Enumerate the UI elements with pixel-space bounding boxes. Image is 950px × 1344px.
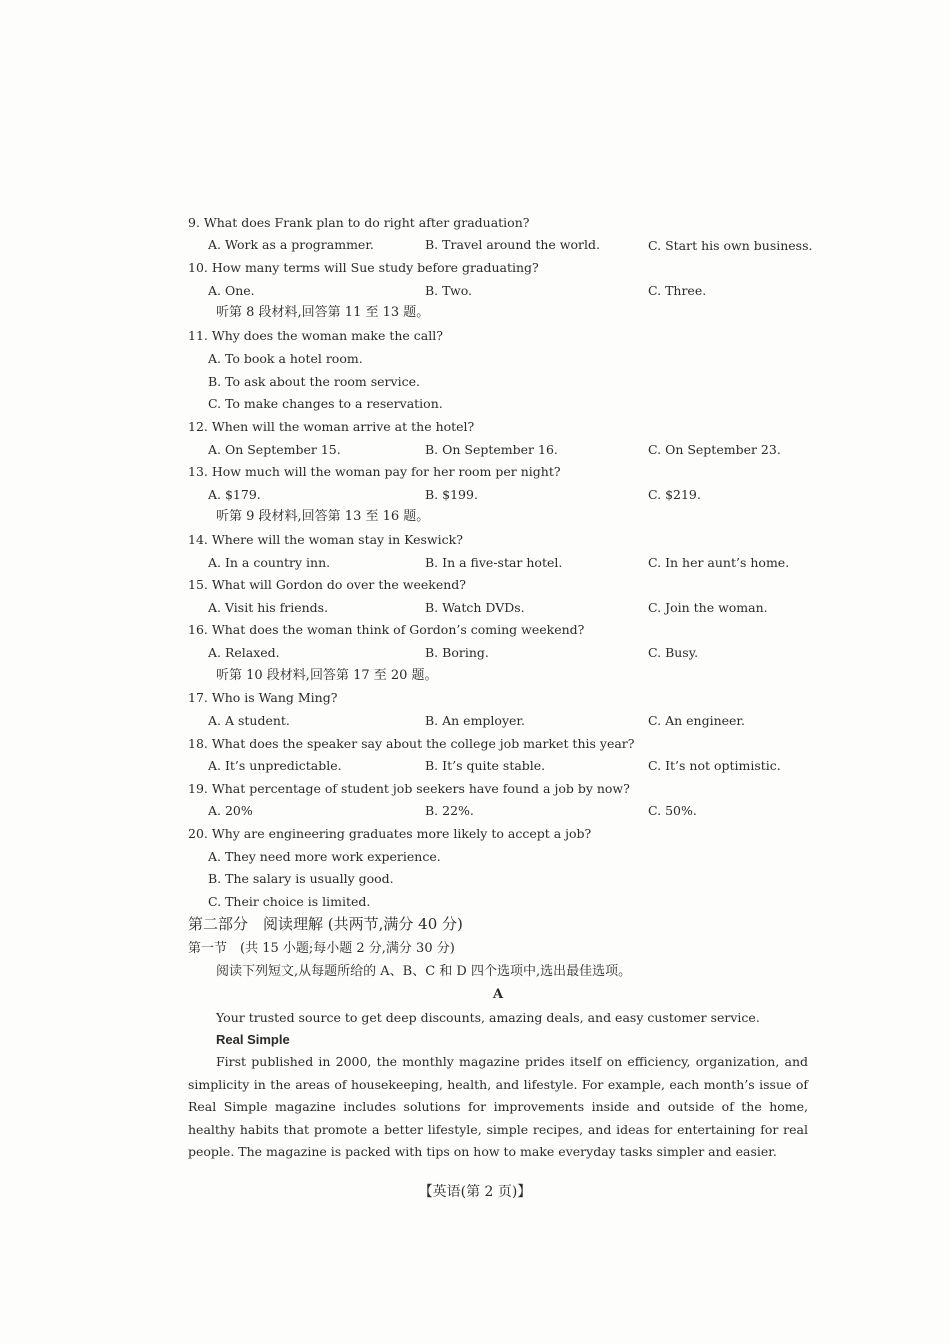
question-20-option-a: A. They need more work experience. — [208, 849, 441, 864]
question-12-option-a: A. On September 15. — [208, 442, 341, 457]
section-note-10: 听第 10 段材料,回答第 17 至 20 题。 — [216, 668, 438, 683]
question-15-option-b: B. Watch DVDs. — [425, 600, 525, 615]
passage-letter: A — [493, 987, 504, 1002]
question-9-stem: 9. What does Frank plan to do right after graduation? — [188, 215, 530, 230]
question-15-stem: 15. What will Gordon do over the weekend? — [188, 577, 467, 592]
passage-paragraph: First published in 2000, the monthly magazine prides itself on efficiency, organization, and simplicity in the areas of housekeeping, health, and lifestyle. For example, each month’s issue of Real Simple magazine includes solutions for improvements inside and outside of the home, healthy habits that promote a better lifestyle, simple recipes, and ideas for entertaining for real people. The magazine is packed with tips on how to make everyday tasks simpler and easier. — [188, 1054, 808, 1159]
question-11-option-a: A. To book a hotel room. — [208, 351, 363, 366]
question-11-option-b: B. To ask about the room service. — [208, 374, 420, 389]
question-16-option-b: B. Boring. — [425, 645, 489, 660]
question-11-option-c: C. To make changes to a reservation. — [208, 396, 443, 411]
question-14-option-c: C. In her aunt’s home. — [648, 555, 790, 570]
question-15-option-c: C. Join the woman. — [648, 600, 768, 615]
question-16-option-c: C. Busy. — [648, 645, 699, 660]
question-9-option-c: C. Start his own business. — [648, 238, 813, 253]
question-17-option-c: C. An engineer. — [648, 713, 745, 728]
question-18-option-a: A. It’s unpredictable. — [208, 758, 342, 773]
question-19-option-c: C. 50%. — [648, 803, 697, 818]
question-9-option-a: A. Work as a programmer. — [208, 237, 374, 252]
page-footer: 【英语(第 2 页)】 — [418, 1184, 532, 1200]
question-13-option-b: B. $199. — [425, 487, 478, 502]
question-14-option-a: A. In a country inn. — [208, 555, 331, 570]
section-note-8: 听第 8 段材料,回答第 11 至 13 题。 — [216, 305, 430, 320]
section-one-heading: 第一节 (共 15 小题;每小题 2 分,满分 30 分) — [188, 941, 455, 956]
question-10-option-b: B. Two. — [425, 283, 473, 298]
question-18-option-b: B. It’s quite stable. — [425, 758, 546, 773]
question-17-option-a: A. A student. — [208, 713, 290, 728]
passage-heading: Real Simple — [216, 1032, 290, 1047]
question-18-stem: 18. What does the speaker say about the college job market this year? — [188, 736, 635, 751]
question-20-option-c: C. Their choice is limited. — [208, 894, 371, 909]
part-two-title: 第二部分 阅读理解 (共两节,满分 40 分) — [188, 915, 463, 933]
question-18-option-c: C. It’s not optimistic. — [648, 758, 781, 773]
question-17-option-b: B. An employer. — [425, 713, 525, 728]
question-10-option-c: C. Three. — [648, 283, 707, 298]
question-17-stem: 17. Who is Wang Ming? — [188, 690, 338, 705]
question-12-option-b: B. On September 16. — [425, 442, 558, 457]
question-14-option-b: B. In a five-star hotel. — [425, 555, 563, 570]
question-16-stem: 16. What does the woman think of Gordon’s coming weekend? — [188, 622, 585, 637]
question-19-stem: 19. What percentage of student job seekers have found a job by now? — [188, 781, 630, 796]
question-15-option-a: A. Visit his friends. — [208, 600, 329, 615]
question-11-stem: 11. Why does the woman make the call? — [188, 328, 443, 343]
question-20-stem: 20. Why are engineering graduates more likely to accept a job? — [188, 826, 592, 841]
question-20-option-b: B. The salary is usually good. — [208, 871, 394, 886]
section-note-9: 听第 9 段材料,回答第 13 至 16 题。 — [216, 509, 430, 524]
reading-instruction: 阅读下列短文,从每题所给的 A、B、C 和 D 四个选项中,选出最佳选项。 — [216, 964, 632, 979]
question-13-option-a: A. $179. — [208, 487, 261, 502]
question-10-option-a: A. One. — [208, 283, 255, 298]
question-13-option-c: C. $219. — [648, 487, 701, 502]
question-14-stem: 14. Where will the woman stay in Keswick? — [188, 532, 463, 547]
question-13-stem: 13. How much will the woman pay for her room per night? — [188, 464, 561, 479]
passage-intro: Your trusted source to get deep discounts, amazing deals, and easy customer service. — [216, 1010, 760, 1025]
question-10-stem: 10. How many terms will Sue study before graduating? — [188, 260, 539, 275]
question-16-option-a: A. Relaxed. — [208, 645, 280, 660]
question-12-stem: 12. When will the woman arrive at the hotel? — [188, 419, 475, 434]
question-19-option-b: B. 22%. — [425, 803, 474, 818]
question-9-option-b: B. Travel around the world. — [425, 237, 600, 252]
question-19-option-a: A. 20% — [208, 803, 253, 818]
question-12-option-c: C. On September 23. — [648, 442, 781, 457]
